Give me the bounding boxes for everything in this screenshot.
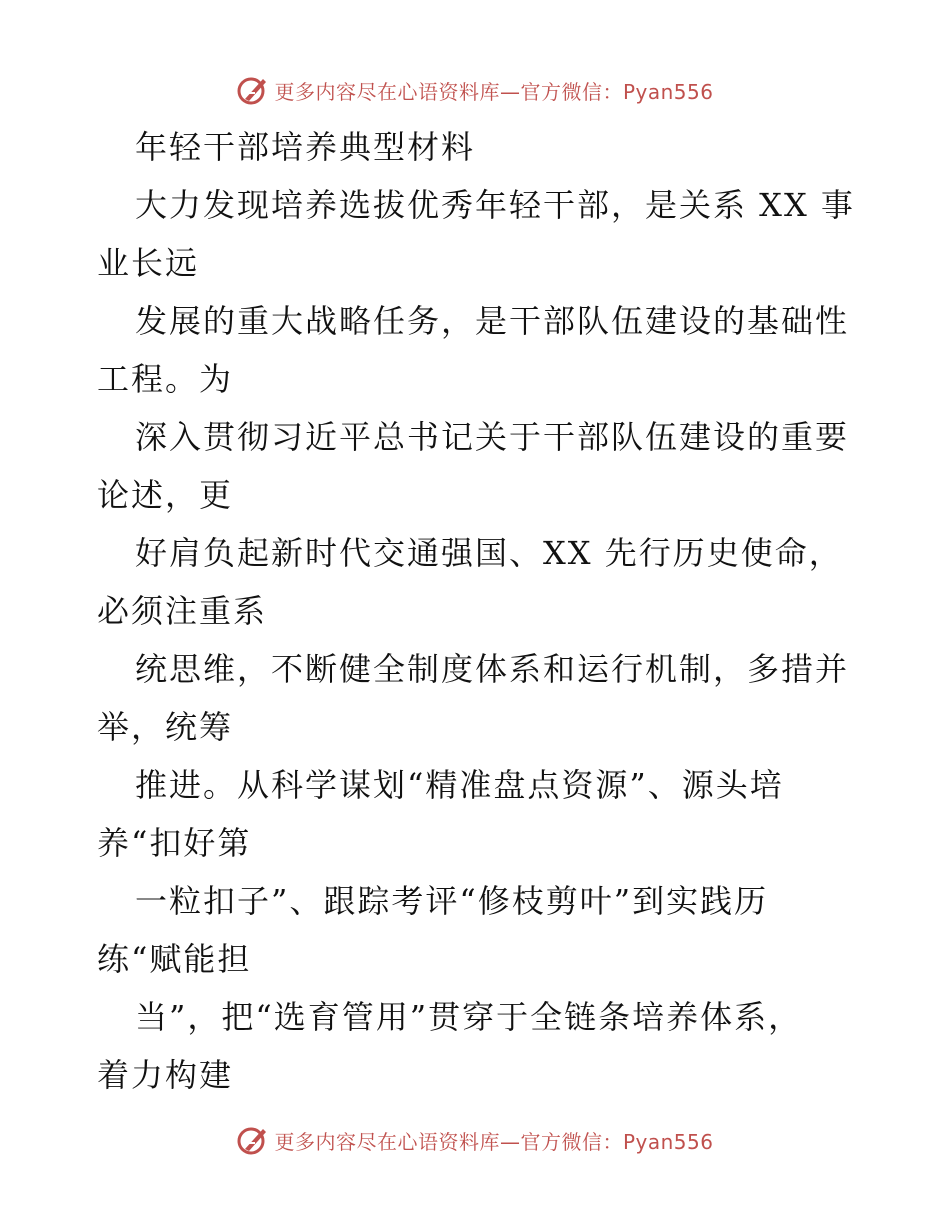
text-line: 练“赋能担 [97,940,252,978]
watermark-text: 更多内容尽在心语资料库—官方微信：Pyan556 [274,79,714,104]
watermark-text: 更多内容尽在心语资料库—官方微信：Pyan556 [274,1129,714,1154]
document-body [97,118,857,1104]
text-line: 一粒扣子”、跟踪考评“修枝剪叶”到实践历 [135,882,769,920]
text-line: 发展的重大战略任务，是干部队伍建设的基础性 [135,302,850,340]
text-line: 好肩负起新时代交通强国、XX 先行历史使命， [135,534,843,572]
quill-logo-icon [236,73,270,107]
text-line: 统思维，不断健全制度体系和运行机制，多措并 [135,650,850,688]
quill-logo-icon [236,1123,270,1157]
text-line: 必须注重系 [97,592,268,630]
text-line: 深入贯彻习近平总书记关于干部队伍建设的重要 [135,418,850,456]
document-title: 年轻干部培养典型材料 [135,128,476,166]
text-line: 举，统筹 [97,708,234,746]
text-line: 论述，更 [97,476,234,514]
text-line: 养“扣好第 [97,824,252,862]
text-line: 工程。为 [97,360,234,398]
footer-watermark [0,1120,950,1160]
text-line: 业长远 [97,244,200,282]
text-line: 着力构建 [97,1056,234,1094]
text-line: 大力发现培养选拔优秀年轻干部，是关系 XX 事 [135,186,855,224]
header-watermark [0,70,950,110]
text-line: 推进。从科学谋划“精准盘点资源”、源头培 [135,766,784,804]
text-line: 当”，把“选育管用”贯穿于全链条培养体系， [135,998,803,1036]
